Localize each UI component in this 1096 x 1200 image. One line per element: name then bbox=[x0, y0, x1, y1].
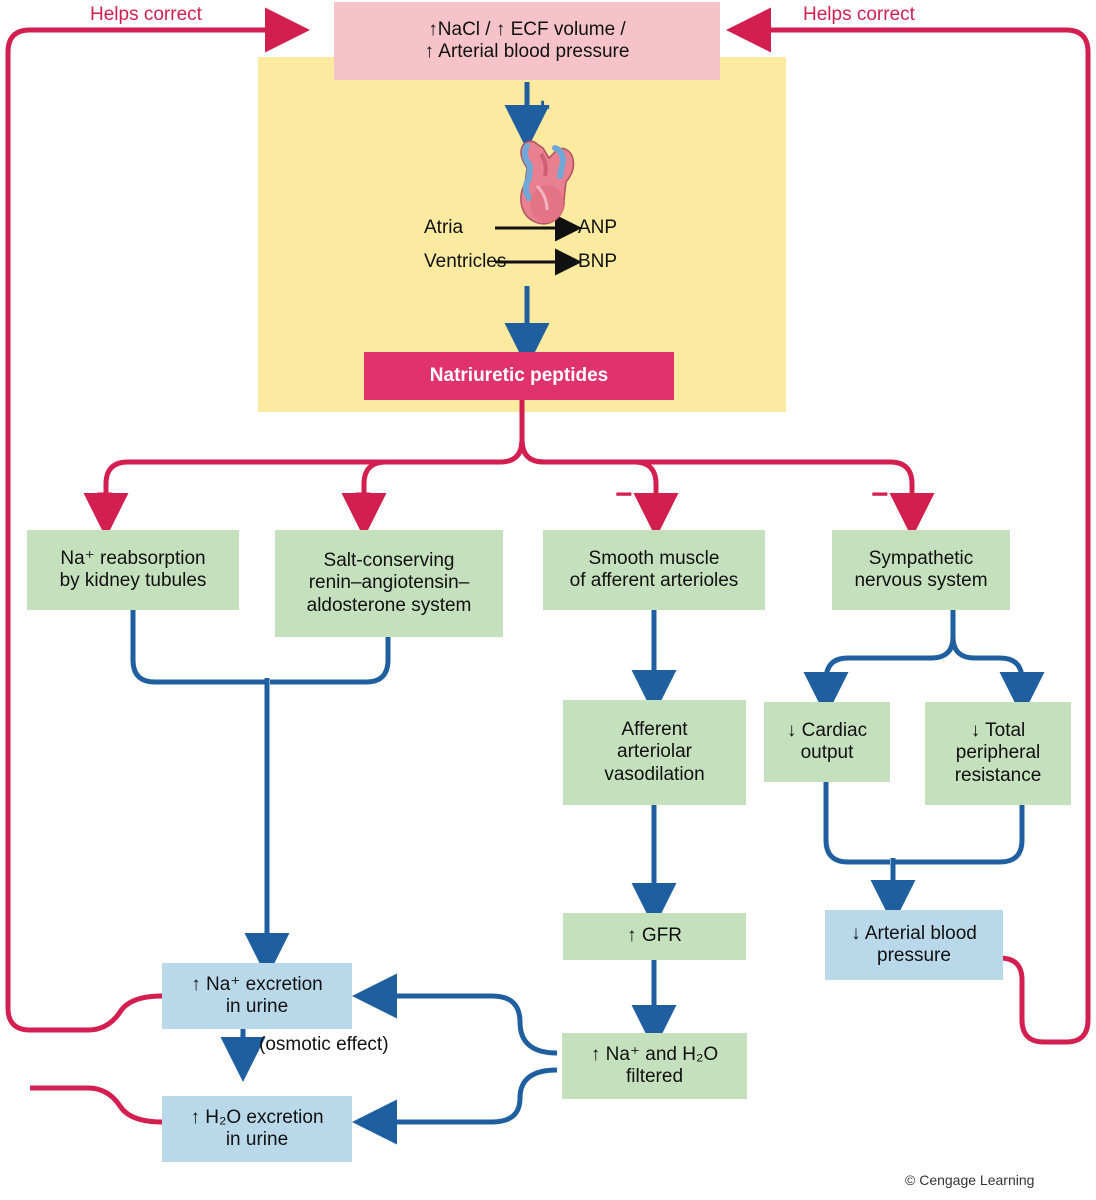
effect-cardiac-output-line1: ↓ Cardiac bbox=[786, 719, 868, 741]
copyright-text: © Cengage Learning bbox=[905, 1172, 1035, 1188]
target-sympathetic-line1: Sympathetic bbox=[868, 547, 974, 569]
feedback-label-left: Helps correct bbox=[90, 4, 202, 25]
outcome-h2o-excretion-line1: ↑ H₂O excretion bbox=[190, 1106, 324, 1128]
outcome-h2o-excretion bbox=[162, 1096, 352, 1162]
outcome-filtered-line1: ↑ Na⁺ and H₂O bbox=[590, 1043, 719, 1065]
stimulus-line1: ↑NaCl / ↑ ECF volume / bbox=[428, 18, 626, 40]
effect-arterial-bp bbox=[825, 910, 1003, 980]
effect-vasodilation-line2: arteriolar bbox=[617, 741, 692, 763]
target-raas bbox=[275, 530, 503, 637]
effect-tpr bbox=[925, 702, 1071, 805]
effect-tpr-line1: ↓ Total bbox=[970, 719, 1026, 741]
outcome-na-excretion-line2: in urine bbox=[225, 996, 289, 1017]
target-na-reabsorption bbox=[27, 530, 239, 610]
target-smooth-muscle bbox=[543, 530, 765, 610]
effect-arterial-bp-line2: pressure bbox=[877, 945, 951, 966]
effect-tpr-line2: peripheral bbox=[955, 742, 1041, 764]
effect-vasodilation-line3: vasodilation bbox=[604, 763, 705, 785]
effect-cardiac-output-line2: output bbox=[800, 742, 854, 763]
effect-vasodilation-line1: Afferent bbox=[621, 718, 688, 740]
stimulus-line2: ↑ Arterial blood pressure bbox=[424, 41, 630, 62]
target-sympathetic bbox=[832, 530, 1010, 610]
ventricles-label: Ventricles bbox=[424, 251, 507, 272]
osmotic-effect-label: (osmotic effect) bbox=[259, 1034, 389, 1055]
effect-tpr-line3: resistance bbox=[954, 764, 1042, 786]
target-smooth-muscle-line2: of afferent arterioles bbox=[569, 570, 739, 591]
outcome-na-excretion bbox=[162, 963, 352, 1029]
natriuretic-peptides-box: Natriuretic peptides bbox=[364, 352, 674, 400]
outcome-filtered bbox=[562, 1033, 747, 1099]
anp-label: ANP bbox=[578, 217, 618, 238]
plus-sign: + bbox=[535, 92, 551, 122]
target-raas-line1: Salt-conserving bbox=[323, 549, 455, 571]
target-sympathetic-line2: nervous system bbox=[854, 570, 988, 591]
feedback-label-right: Helps correct bbox=[803, 4, 915, 25]
effect-cardiac-output bbox=[764, 702, 890, 782]
effect-gfr: ↑ GFR bbox=[563, 913, 746, 960]
target-na-reabsorption-line2: by kidney tubules bbox=[59, 570, 207, 591]
inhibition-sign-4: − bbox=[871, 478, 889, 511]
effect-vasodilation bbox=[563, 700, 746, 805]
inhibition-sign-2: − bbox=[354, 478, 372, 511]
target-raas-line2: renin–angiotensin– bbox=[308, 572, 470, 594]
target-smooth-muscle-line1: Smooth muscle bbox=[588, 547, 720, 569]
bnp-label: BNP bbox=[578, 251, 618, 272]
outcome-filtered-line2: filtered bbox=[625, 1066, 684, 1087]
atria-label: Atria bbox=[424, 217, 464, 238]
inhibition-sign-1: − bbox=[96, 478, 114, 511]
target-raas-line3: aldosterone system bbox=[306, 594, 472, 616]
outcome-h2o-excretion-line2: in urine bbox=[225, 1129, 289, 1150]
target-na-reabsorption-line1: Na⁺ reabsorption bbox=[60, 547, 206, 569]
outcome-na-excretion-line1: ↑ Na⁺ excretion bbox=[191, 973, 323, 995]
effect-arterial-bp-line1: ↓ Arterial blood bbox=[851, 922, 977, 944]
stimulus-box bbox=[334, 2, 720, 80]
inhibition-sign-3: − bbox=[615, 478, 633, 511]
